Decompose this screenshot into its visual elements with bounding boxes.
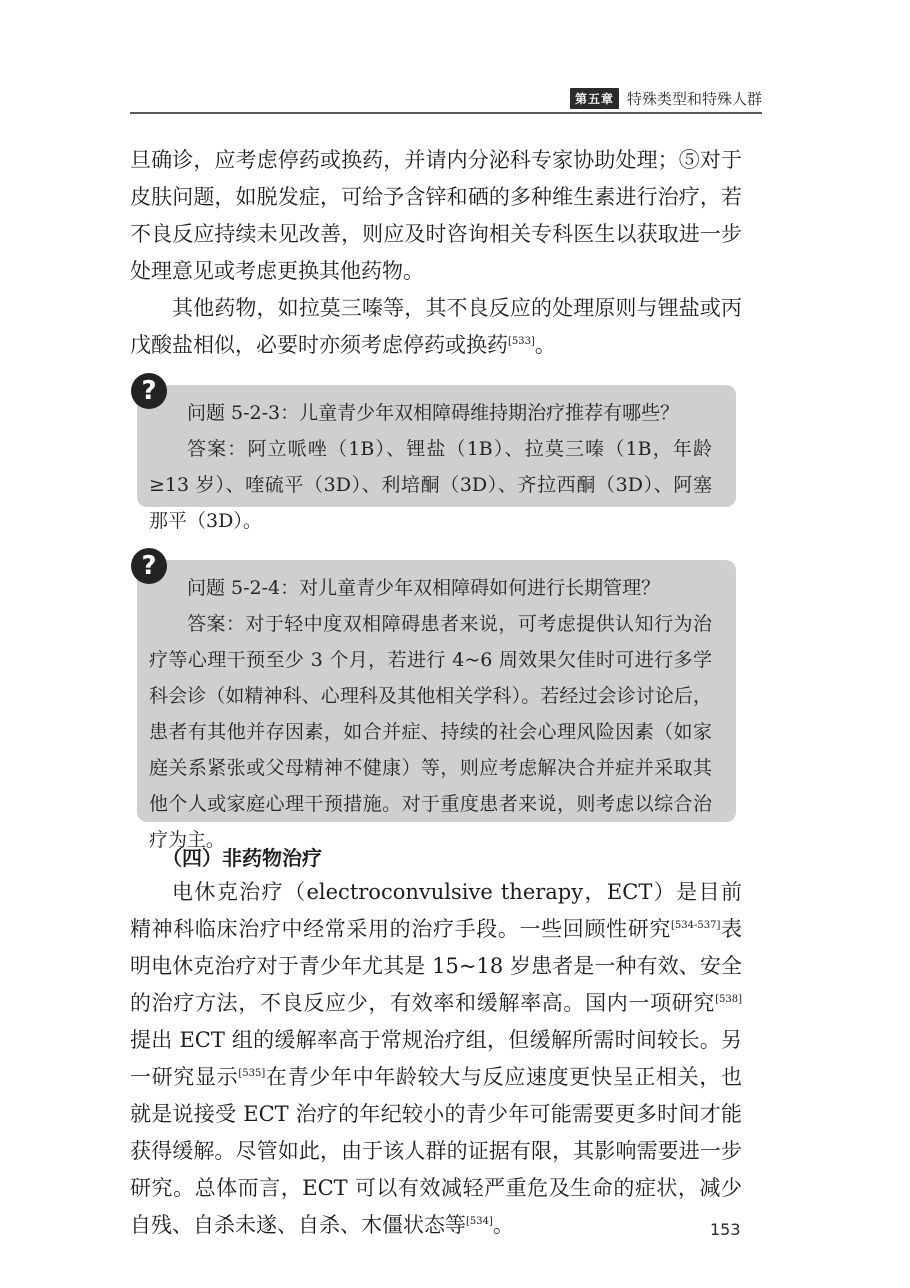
paragraph-2 <box>130 290 742 364</box>
paragraph-2-end: 。 <box>534 333 556 357</box>
citation-534-537: [534-537] <box>671 920 721 931</box>
paragraph-3-text-2: 表明电休克治疗对于青少年尤其是 15~18 岁患者是一种有效、安全的治疗方法，不良反应少，有效率和缓解率高。国内一项研究 <box>130 917 742 1015</box>
qa-2-question: 问题 5-2-4：对儿童青少年双相障碍如何进行长期管理？ <box>187 577 661 599</box>
header-divider <box>130 112 762 114</box>
qa-1-question: 问题 5-2-3：儿童青少年双相障碍维持期治疗推荐有哪些？ <box>187 402 680 424</box>
citation-533: [533] <box>508 336 535 347</box>
qa-box-2 <box>137 551 736 851</box>
chapter-badge: 第五章 <box>570 88 619 109</box>
question-mark-icon: ? <box>131 373 167 409</box>
citation-534: [534] <box>466 1216 493 1227</box>
paragraph-3-text-3: 提出 ECT 组的缓解率高于常规治疗组，但缓解所需时间较长。另一研究显示 <box>130 1028 742 1089</box>
paragraph-1: 旦确诊，应考虑停药或换药，并请内分泌科专家协助处理；⑤对于皮肤问题，如脱发症，可给予含锌和硒的多种维生素进行治疗，若不良反应持续未见改善，则应及时咨询相关专科医生以获取进一步处理意见或考虑更换其他药物。 <box>130 148 742 283</box>
citation-535: [535] <box>238 1068 266 1079</box>
paragraph-3 <box>130 874 742 1244</box>
section-heading: （四）非药物治疗 <box>162 846 322 870</box>
citation-538: [538] <box>715 994 742 1005</box>
question-mark-icon: ? <box>131 548 167 584</box>
qa-box-1 <box>137 376 736 532</box>
running-header <box>570 88 762 109</box>
qa-2-answer: 答案：对于轻中度双相障碍患者来说，可考虑提供认知行为治疗等心理干预至少 3 个月，若进行 4~6 周效果欠佳时可进行多学科会诊（如精神科、心理科及其他相关学科）。若经过会诊讨论后，患者有其他并存因素，如合并症、持续的社会心理风险因素（如家庭关系紧张或父母精神不健康）等，则应考虑解决合并症并采取其他个人或家庭心理干预措施。对于重度患者来说，则考虑以综合治疗为主。 <box>149 613 712 851</box>
page-number: 153 <box>710 1220 741 1239</box>
paragraph-2-text: 其他药物，如拉莫三嗪等，其不良反应的处理原则与锂盐或丙戊酸盐相似，必要时亦须考虑停药或换药 <box>130 296 742 357</box>
paragraph-3-text-1: 电休克治疗（electroconvulsive therapy，ECT）是目前精神科临床治疗中经常采用的治疗手段。一些回顾性研究 <box>130 880 742 941</box>
paragraph-3-text-5: 。 <box>492 1213 514 1237</box>
chapter-title: 特殊类型和特殊人群 <box>626 90 762 108</box>
paragraph-3-text-4: 在青少年中年龄较大与反应速度更快呈正相关，也就是说接受 ECT 治疗的年纪较小的青少年可能需要更多时间才能获得缓解。尽管如此，由于该人群的证据有限，其影响需要进一步研究。总体而言，ECT 可以有效减轻严重危及生命的症状，减少自残、自杀未遂、自杀、木僵状态等 <box>130 1065 743 1237</box>
qa-1-answer: 答案：阿立哌唑（1B）、锂盐（1B）、拉莫三嗪（1B，年龄≥13 岁）、喹硫平（3D）、利培酮（3D）、齐拉西酮（3D）、阿塞那平（3D）。 <box>149 438 712 532</box>
